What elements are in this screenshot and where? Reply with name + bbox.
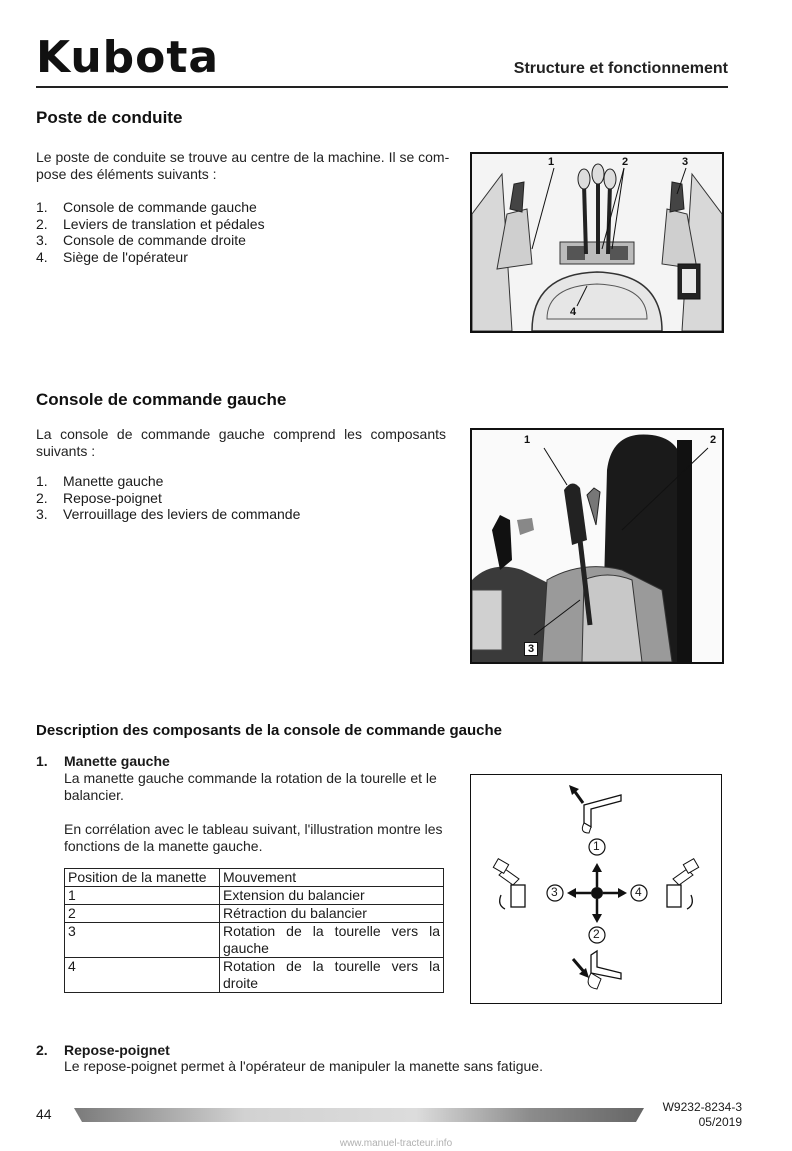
table-cell: 4: [65, 958, 220, 993]
header-title: Structure et fonctionnement: [513, 60, 728, 77]
description-line: La manette gauche commande la rotation de la tourelle et le: [64, 770, 437, 786]
figure-label: 4: [570, 306, 577, 318]
table-row: [65, 887, 444, 905]
item-number: 1.: [36, 753, 48, 769]
joystick-function-diagram: [470, 774, 722, 1004]
figure-label: 2: [710, 434, 717, 446]
list-item: 3. Verrouillage des leviers de commande: [36, 506, 301, 522]
table-row: [65, 905, 444, 923]
table-cell: 3: [65, 923, 220, 958]
kubota-logo: Kubota: [36, 32, 220, 83]
description-line: En corrélation avec le tableau suivant, l'illustration montre les: [64, 821, 443, 837]
item-title-repose-poignet: Repose-poignet: [64, 1042, 170, 1058]
column-header: Position de la manette: [65, 869, 220, 887]
description-line: fonctions de la manette gauche.: [64, 838, 263, 854]
item1-description-2: [64, 821, 449, 855]
section1-list: [36, 199, 265, 265]
item1-description: [64, 770, 449, 804]
section-heading-description: Description des composants de la console de commande gauche: [36, 722, 502, 739]
left-console-photo: [470, 428, 724, 664]
figure-label: 3: [682, 156, 689, 168]
table-cell: Rotation de la tourelle vers la droite: [220, 958, 444, 993]
watermark: www.manuel-tracteur.info: [339, 1138, 453, 1149]
diagram-label: 1: [593, 839, 600, 853]
column-header: Mouvement: [220, 869, 444, 887]
description-line: balancier.: [64, 787, 124, 803]
list-item: 4. Siège de l'opérateur: [36, 248, 188, 265]
joystick-arrows-illustration: [471, 775, 721, 1003]
table-cell: Rotation de la tourelle vers la gauche: [220, 923, 444, 958]
document-code: W9232-8234-3: [662, 1100, 742, 1114]
list-item: 2. Repose-poignet: [36, 489, 162, 506]
intro-line: Le poste de conduite se trouve au centre de la machine. Il se com-: [36, 149, 450, 165]
figure-label: 1: [524, 434, 531, 446]
diagram-label: 2: [593, 927, 600, 941]
table-cell: Rétraction du balancier: [220, 905, 444, 923]
list-item: 1. Manette gauche: [36, 473, 164, 489]
diagram-label: 3: [551, 885, 558, 899]
section1-intro: [36, 149, 456, 183]
figure-label: 1: [548, 156, 555, 168]
document-reference: [663, 1100, 742, 1130]
figure-label: 2: [622, 156, 629, 168]
item-number: 2.: [36, 1042, 48, 1058]
page-number: 44: [36, 1106, 52, 1122]
section-heading-poste-de-conduite: Poste de conduite: [36, 108, 183, 127]
intro-line: pose des éléments suivants :: [36, 166, 217, 182]
left-console-illustration: [472, 430, 722, 662]
list-item: 3. Console de commande droite: [36, 232, 246, 248]
header-divider: [36, 86, 728, 88]
section-heading-console-gauche: Console de commande gauche: [36, 390, 287, 409]
table-cell: 1: [65, 887, 220, 905]
document-date: 05/2019: [698, 1115, 742, 1129]
table-header-row: [65, 869, 444, 887]
section2-list: [36, 473, 300, 523]
footer-decorative-bar: [74, 1104, 644, 1124]
intro-line: La console de commande gauche comprend les composants: [36, 426, 446, 442]
table-row: [65, 958, 444, 993]
list-item: 1. Console de commande gauche: [36, 199, 257, 215]
item2-description: Le repose-poignet permet à l'opérateur de manipuler la manette sans fatigue.: [64, 1058, 543, 1074]
table-row: [65, 923, 444, 958]
operator-station-photo: [470, 152, 724, 333]
diagram-label: 4: [635, 885, 642, 899]
figure-label: 3: [524, 642, 538, 656]
joystick-position-table: [64, 868, 444, 993]
operator-station-illustration: [472, 154, 722, 331]
intro-line: suivants :: [36, 443, 96, 459]
section2-intro: [36, 426, 446, 460]
table-cell: 2: [65, 905, 220, 923]
table-cell: Extension du balancier: [220, 887, 444, 905]
item-title-manette-gauche: Manette gauche: [64, 753, 170, 769]
list-item: 2. Leviers de translation et pédales: [36, 215, 265, 232]
